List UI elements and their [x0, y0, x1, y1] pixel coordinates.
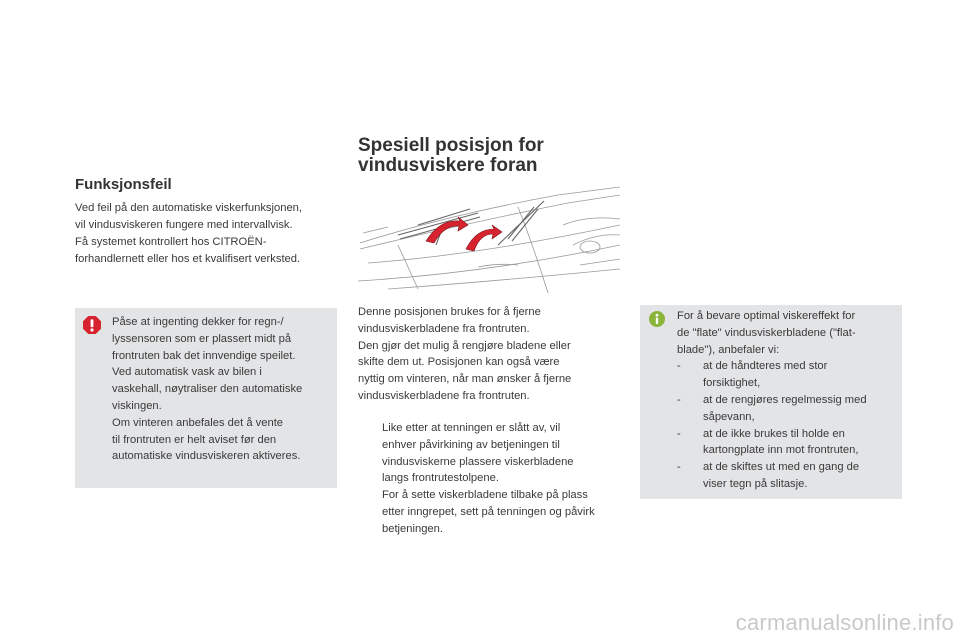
position-description: Denne posisjonen brukes for å fjerne vindusviskerbladene fra frontruten. Den gjør det mulig å rengjøre bladene eller skifte dem ut. Posisjonen kan også være nyttig om vinteren, når man ønsker å fjerne vindusviskerbladene fra frontruten. [358, 306, 572, 402]
list-item: - at de skiftes ut med en gang de viser tegn på slitasje. [677, 461, 860, 490]
list-item: Like etter at tenningen er slått av, vil enhver påvirkining av betjeningen til vindusviskerne plassere viskerbladene langs frontrutestolpene. [382, 422, 574, 485]
warning-exclamation-icon [83, 316, 101, 334]
list-item: For å sette viskerbladene tilbake på plass etter inngrepet, sett på tenningen og påvirk betjeningen. [382, 489, 595, 535]
info-icon [649, 311, 665, 327]
funksjonsfeil-paragraph: Ved feil på den automatiske viskerfunksjonen, vil vindusviskeren fungere med intervallvisk. Få systemet kontrollert hos CITROËN- forhandlernett eller hos et kvalifisert verksted. [75, 202, 302, 265]
list-item: - at de håndteres med stor forsiktighet, [677, 360, 828, 390]
info-intro: For å bevare optimal viskereffekt for de "flate" vindusviskerbladene ("flat- blade"), anbefaler vi: [677, 310, 856, 356]
warning-text: Påse at ingenting dekker for regn-/ lyssensoren som er plassert midt på frontruten bak det innvendige speilet. Ved automatisk vask av bilen i vaskehall, nøytraliser den automatiske viskingen. Om vinteren anbefales det å vente til frontruten er helt aviset før den automatiske vindusviskeren aktiveres. [112, 316, 303, 463]
page-title: Spesiell posisjon for vindusviskere foran [358, 135, 544, 176]
instruction-list [362, 420, 595, 538]
windscreen-wipers-raised-illustration [358, 185, 620, 293]
info-text [677, 308, 892, 493]
list-item: - at de ikke brukes til holde en kartongplate inn mot frontruten, [677, 427, 859, 457]
watermark: carmanualsonline.info [735, 610, 954, 635]
list-item: - at de rengjøres regelmessig med såpevann, [677, 393, 867, 423]
section-heading-funksjonsfeil: Funksjonsfeil [75, 176, 172, 193]
